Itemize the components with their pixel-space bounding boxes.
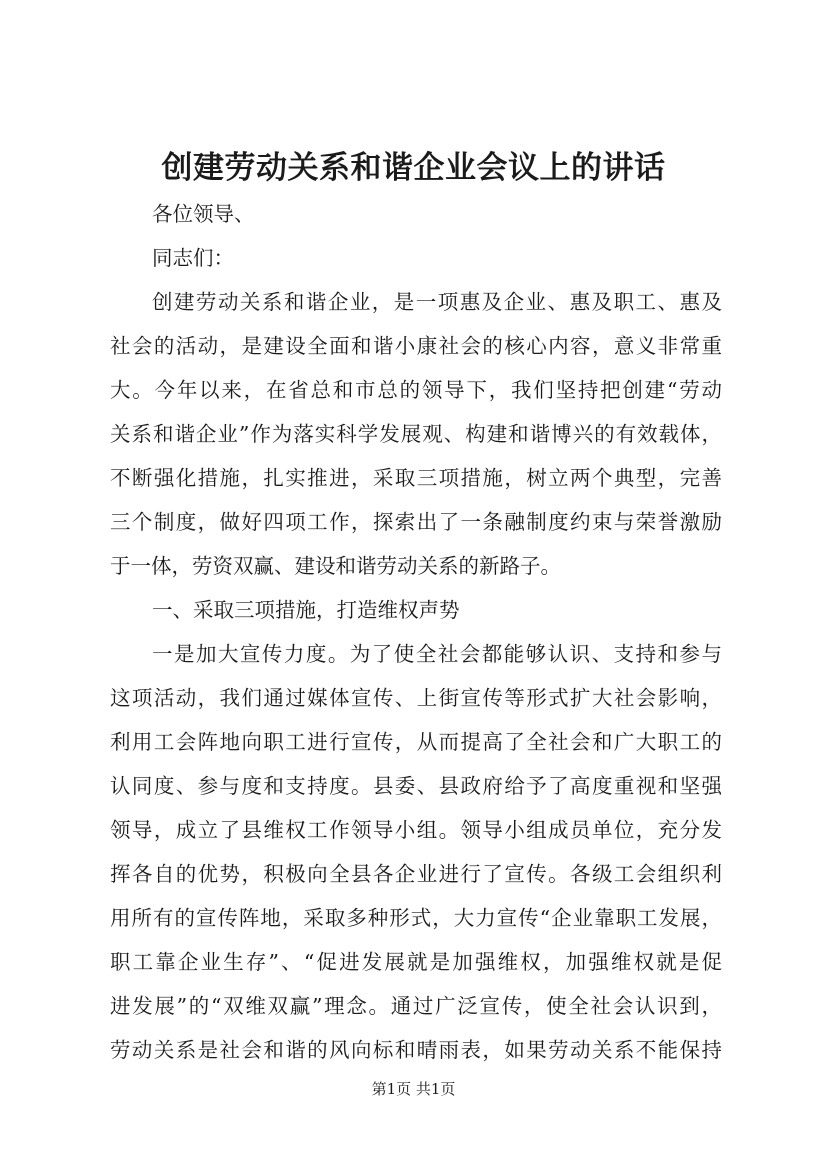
document-body [110, 192, 722, 1072]
document-title: 创建劳动关系和谐企业会议上的讲话 [161, 150, 666, 186]
paragraph-line: 认同度、参与度和支持度。县委、县政府给予了高度重视和坚强 [110, 774, 722, 798]
paragraph-line: 用所有的宣传阵地，采取多种形式，大力宣传“企业靠职工发展， [110, 906, 722, 930]
paragraph-line: 进发展”的“双维双赢”理念。通过广泛宣传，使全社会认识到， [110, 994, 722, 1018]
section-heading: 一、采取三项措施，打造维权声势 [152, 598, 460, 622]
paragraph-line: 挥各自的优势，积极向全县各企业进行了宣传。各级工会组织利 [110, 862, 722, 886]
paragraph-line: 不断强化措施，扎实推进，采取三项措施，树立两个典型，完善 [110, 466, 722, 490]
paragraph-line: 劳动关系是社会和谐的风向标和晴雨表，如果劳动关系不能保持 [110, 1038, 722, 1062]
paragraph-line: 一是加大宣传力度。为了使全社会都能够认识、支持和参与 [152, 642, 722, 666]
paragraph-line: 创建劳动关系和谐企业，是一项惠及企业、惠及职工、惠及 [152, 290, 722, 314]
paragraph-line: 大。今年以来，在省总和市总的领导下，我们坚持把创建“劳动 [110, 378, 722, 402]
paragraph-line: 于一体，劳资双赢、建设和谐劳动关系的新路子。 [110, 554, 561, 578]
paragraph-line: 社会的活动，是建设全面和谐小康社会的核心内容，意义非常重 [110, 334, 722, 358]
paragraph-line: 职工靠企业生存”、“促进发展就是加强维权，加强维权就是促 [110, 950, 722, 974]
salutation-line: 同志们： [152, 246, 234, 270]
paragraph-line: 三个制度，做好四项工作，探索出了一条融制度约束与荣誉激励 [110, 510, 722, 534]
salutation-line: 各位领导、 [152, 202, 255, 226]
paragraph-line: 这项活动，我们通过媒体宣传、上街宣传等形式扩大社会影响， [110, 686, 722, 710]
paragraph-line: 关系和谐企业”作为落实科学发展观、构建和谐博兴的有效载体， [110, 422, 722, 446]
paragraph-line: 利用工会阵地向职工进行宣传，从而提高了全社会和广大职工的 [110, 730, 722, 754]
paragraph-line: 领导，成立了县维权工作领导小组。领导小组成员单位，充分发 [110, 818, 722, 842]
page-footer: 第1页 共1页 [371, 1080, 456, 1098]
